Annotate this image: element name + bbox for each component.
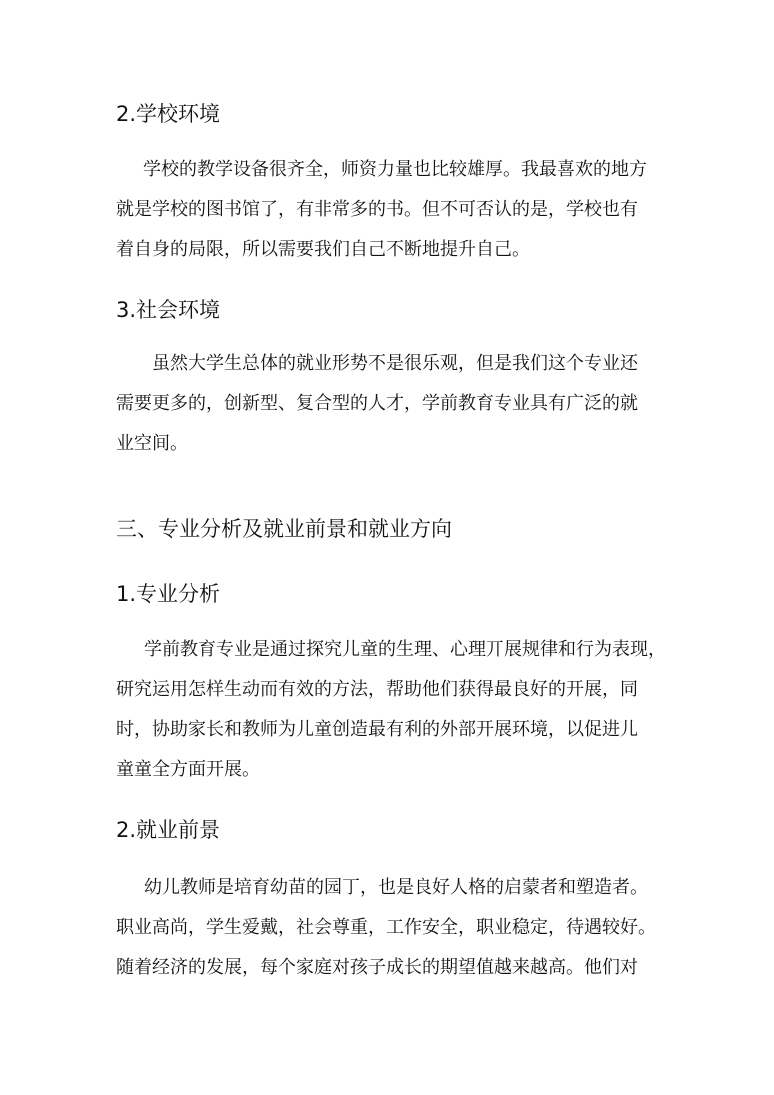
paragraph-line: 童童全方面开展。 xyxy=(116,759,260,780)
section-heading-social-environment: 3.社会环境 xyxy=(116,298,221,322)
paragraph-line: 职业高尚，学生爱戴，社会尊重，工作安全，职业稳定，待遇较好。 xyxy=(116,917,656,938)
section-heading-school-environment: 2.学校环境 xyxy=(116,102,221,126)
section-heading-employment-prospects: 2.就业前景 xyxy=(116,818,221,842)
paragraph-line: 随着经济的发展，每个家庭对孩子成长的期望值越来越高。他们对 xyxy=(116,957,638,978)
paragraph-line: 研究运用怎样生动而有效的方法，帮助他们获得最良好的开展，同 xyxy=(116,679,638,700)
paragraph-line: 时，协助家长和教师为儿童创造最有利的外部开展环境，以促进儿 xyxy=(116,719,638,740)
paragraph-line: 幼儿教师是培育幼苗的园丁，也是良好人格的启蒙者和塑造者。 xyxy=(144,877,648,898)
paragraph-line: 需要更多的，创新型、复合型的人才，学前教育专业具有广泛的就 xyxy=(116,393,638,414)
paragraph-major-analysis xyxy=(116,630,668,790)
paragraph-employment-prospects xyxy=(116,868,668,988)
paragraph-school-environment xyxy=(116,150,668,270)
section-heading-major-analysis: 1.专业分析 xyxy=(116,582,221,606)
paragraph-line: 着自身的局限，所以需要我们自己不断地提升自己。 xyxy=(116,239,530,260)
paragraph-line: 虽然大学生总体的就业形势不是很乐观，但是我们这个专业还 xyxy=(152,353,638,374)
chapter-heading-major-analysis: 三、专业分析及就业前景和就业方向 xyxy=(116,517,452,541)
paragraph-line: 学校的教学设备很齐全，师资力量也比较雄厚。我最喜欢的地方 xyxy=(143,159,647,180)
paragraph-social-environment xyxy=(116,344,668,464)
paragraph-line: 就是学校的图书馆了，有非常多的书。但不可否认的是，学校也有 xyxy=(116,199,638,220)
paragraph-line: 业空间。 xyxy=(116,433,188,454)
paragraph-line: 学前教育专业是通过探究儿童的生理、心理丌展规律和行为表现， xyxy=(144,639,666,660)
